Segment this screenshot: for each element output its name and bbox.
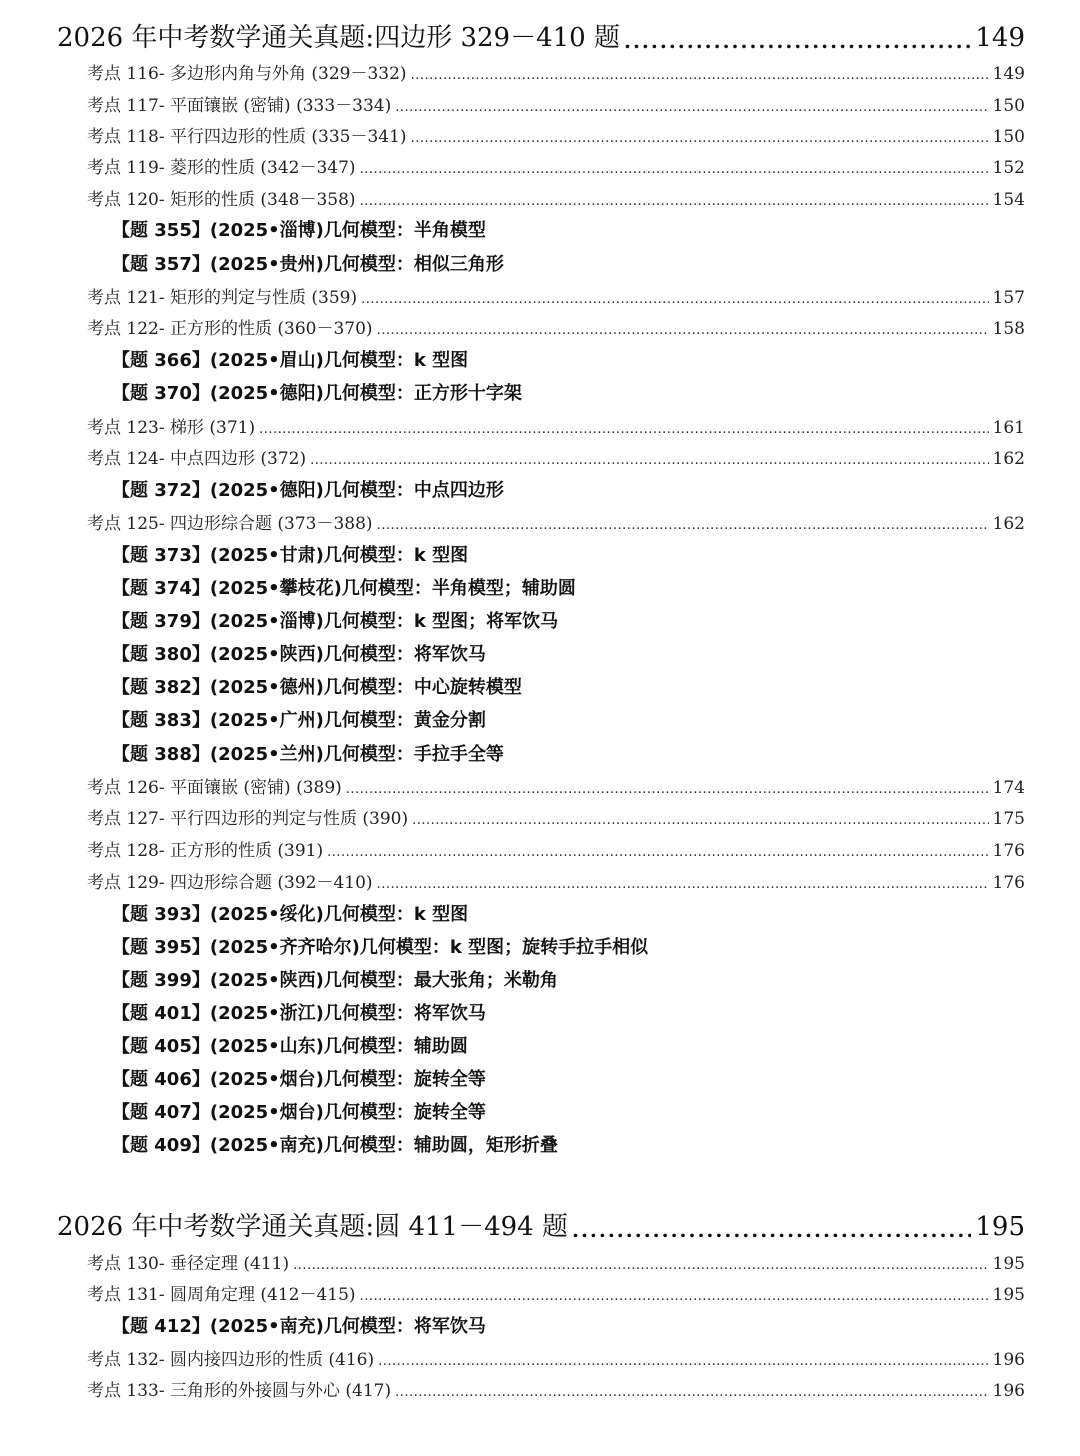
toc-section-entry[interactable] xyxy=(87,286,1025,310)
toc-question-entry xyxy=(112,381,522,407)
toc-question-entry-title: 【题 393】(2025•绥化)几何模型：k 型图 xyxy=(112,904,469,925)
dot-leader xyxy=(572,1217,971,1243)
toc-question-entry xyxy=(112,742,504,768)
toc-section-entry[interactable] xyxy=(87,1283,1025,1307)
toc-question-entry xyxy=(112,708,486,734)
dot-leader xyxy=(360,1287,989,1307)
toc-section-entry-title: 考点 117- 平面镶嵌 (密铺) (333－334) xyxy=(87,96,392,116)
toc-question-entry xyxy=(112,675,522,701)
toc-section-entry-page-number: 150 xyxy=(992,96,1025,116)
toc-section-entry-title: 考点 128- 正方形的性质 (391) xyxy=(87,841,324,861)
toc-section-entry-page-number: 195 xyxy=(992,1254,1025,1274)
toc-section-entry-title: 考点 127- 平行四边形的判定与性质 (390) xyxy=(87,809,409,829)
toc-question-entry xyxy=(112,348,468,374)
toc-section-entry[interactable] xyxy=(87,1348,1025,1372)
toc-question-entry xyxy=(112,642,486,668)
toc-section-entry[interactable] xyxy=(87,839,1025,863)
toc-section-entry-page-number: 196 xyxy=(992,1350,1025,1370)
toc-section-entry-page-number: 162 xyxy=(992,514,1025,534)
toc-question-entry-title: 【题 399】(2025•陕西)几何模型：最大张角；米勒角 xyxy=(112,970,558,991)
toc-section-entry-title: 考点 133- 三角形的外接圆与外心 (417) xyxy=(87,1381,392,1401)
toc-section-entry[interactable] xyxy=(87,871,1025,895)
toc-section-entry-page-number: 176 xyxy=(992,873,1025,893)
toc-question-entry-title: 【题 405】(2025•山东)几何模型：辅助圆 xyxy=(112,1036,468,1057)
chapter-heading-page-number: 149 xyxy=(975,23,1025,53)
toc-question-entry-title: 【题 388】(2025•兰州)几何模型：手拉手全等 xyxy=(112,744,504,765)
toc-section-entry-page-number: 176 xyxy=(992,841,1025,861)
toc-section-entry[interactable] xyxy=(87,1252,1025,1276)
toc-section-entry-page-number: 175 xyxy=(992,809,1025,829)
toc-section-entry-page-number: 149 xyxy=(992,64,1025,84)
dot-leader xyxy=(259,420,988,440)
dot-leader xyxy=(412,811,988,831)
toc-section-entry-title: 考点 116- 多边形内角与外角 (329－332) xyxy=(87,64,407,84)
toc-question-entry-title: 【题 383】(2025•广州)几何模型：黄金分割 xyxy=(112,710,486,731)
dot-leader xyxy=(395,98,988,118)
dot-leader xyxy=(377,321,989,341)
toc-question-entry-title: 【题 379】(2025•淄博)几何模型：k 型图；将军饮马 xyxy=(112,611,559,632)
toc-section-entry-title: 考点 131- 圆周角定理 (412－415) xyxy=(87,1285,356,1305)
toc-question-entry xyxy=(112,576,576,602)
toc-section-entry-page-number: 154 xyxy=(992,190,1025,210)
toc-question-entry-title: 【题 382】(2025•德州)几何模型：中心旋转模型 xyxy=(112,677,522,698)
dot-leader xyxy=(327,843,988,863)
dot-leader xyxy=(377,875,989,895)
toc-question-entry-title: 【题 372】(2025•德阳)几何模型：中点四边形 xyxy=(112,480,504,501)
toc-question-entry-title: 【题 406】(2025•烟台)几何模型：旋转全等 xyxy=(112,1069,486,1090)
dot-leader xyxy=(377,516,989,536)
toc-section-entry-page-number: 150 xyxy=(992,127,1025,147)
toc-question-entry-title: 【题 355】(2025•淄博)几何模型：半角模型 xyxy=(112,220,486,241)
toc-question-entry-title: 【题 357】(2025•贵州)几何模型：相似三角形 xyxy=(112,254,504,275)
toc-section-entry[interactable] xyxy=(87,1379,1025,1403)
toc-question-entry xyxy=(112,1001,486,1027)
toc-question-entry xyxy=(112,609,558,635)
dot-leader xyxy=(411,66,989,86)
toc-section-entry-page-number: 161 xyxy=(992,418,1025,438)
toc-section-entry[interactable] xyxy=(87,416,1025,440)
toc-section-entry-title: 考点 130- 垂径定理 (411) xyxy=(87,1254,290,1274)
toc-question-entry-title: 【题 374】(2025•攀枝花)几何模型：半角模型；辅助圆 xyxy=(112,578,576,599)
toc-question-entry-title: 【题 366】(2025•眉山)几何模型：k 型图 xyxy=(112,350,469,371)
toc-section-entry-title: 考点 125- 四边形综合题 (373－388) xyxy=(87,514,373,534)
dot-leader xyxy=(346,780,989,800)
toc-section-entry[interactable] xyxy=(87,156,1025,180)
toc-question-entry-title: 【题 370】(2025•德阳)几何模型：正方形十字架 xyxy=(112,383,522,404)
dot-leader xyxy=(378,1352,988,1372)
chapter-heading-title: 2026 年中考数学通关真题:圆 411－494 题 xyxy=(57,1212,568,1242)
toc-section-entry[interactable] xyxy=(87,776,1025,800)
toc-section-entry-page-number: 174 xyxy=(992,778,1025,798)
toc-question-entry-title: 【题 380】(2025•陕西)几何模型：将军饮马 xyxy=(112,644,486,665)
dot-leader xyxy=(411,129,989,149)
toc-question-entry-title: 【题 407】(2025•烟台)几何模型：旋转全等 xyxy=(112,1102,486,1123)
toc-question-entry-title: 【题 412】(2025•南充)几何模型：将军饮马 xyxy=(112,1316,486,1337)
dot-leader xyxy=(395,1383,988,1403)
toc-section-entry[interactable] xyxy=(87,125,1025,149)
dot-leader xyxy=(624,28,971,54)
dot-leader xyxy=(360,160,989,180)
toc-question-entry-title: 【题 395】(2025•齐齐哈尔)几何模型：k 型图；旋转手拉手相似 xyxy=(112,937,649,958)
toc-question-entry xyxy=(112,252,504,278)
toc-section-entry[interactable] xyxy=(87,188,1025,212)
toc-question-entry xyxy=(112,1133,558,1159)
toc-section-entry[interactable] xyxy=(87,447,1025,471)
chapter-heading-title: 2026 年中考数学通关真题:四边形 329－410 题 xyxy=(57,23,620,53)
toc-question-entry xyxy=(112,1100,486,1126)
toc-section-entry-title: 考点 122- 正方形的性质 (360－370) xyxy=(87,319,373,339)
dot-leader xyxy=(360,192,989,212)
toc-section-entry-page-number: 157 xyxy=(992,288,1025,308)
toc-question-entry xyxy=(112,1034,468,1060)
toc-section-entry-page-number: 162 xyxy=(992,449,1025,469)
toc-section-entry-title: 考点 124- 中点四边形 (372) xyxy=(87,449,307,469)
toc-section-entry-title: 考点 126- 平面镶嵌 (密铺) (389) xyxy=(87,778,342,798)
dot-leader xyxy=(361,290,988,310)
toc-question-entry-title: 【题 401】(2025•浙江)几何模型：将军饮马 xyxy=(112,1003,486,1024)
toc-question-entry-title: 【题 409】(2025•南充)几何模型：辅助圆，矩形折叠 xyxy=(112,1135,558,1156)
toc-section-entry-title: 考点 123- 梯形 (371) xyxy=(87,418,256,438)
dot-leader xyxy=(293,1256,988,1276)
toc-question-entry xyxy=(112,1067,486,1093)
toc-section-entry-page-number: 158 xyxy=(992,319,1025,339)
toc-question-entry xyxy=(112,968,558,994)
toc-section-entry-title: 考点 118- 平行四边形的性质 (335－341) xyxy=(87,127,407,147)
toc-question-entry-title: 【题 373】(2025•甘肃)几何模型：k 型图 xyxy=(112,545,469,566)
toc-section-entry-title: 考点 119- 菱形的性质 (342－347) xyxy=(87,158,356,178)
toc-section-entry[interactable] xyxy=(87,62,1025,86)
toc-section-entry[interactable] xyxy=(87,512,1025,536)
toc-question-entry xyxy=(112,935,648,961)
toc-section-entry-title: 考点 129- 四边形综合题 (392－410) xyxy=(87,873,373,893)
chapter-heading[interactable] xyxy=(57,1211,1025,1243)
dot-leader xyxy=(310,451,988,471)
toc-section-entry[interactable] xyxy=(87,94,1025,118)
toc-question-entry xyxy=(112,902,468,928)
toc-section-entry-title: 考点 120- 矩形的性质 (348－358) xyxy=(87,190,356,210)
toc-section-entry[interactable] xyxy=(87,317,1025,341)
toc-section-entry-page-number: 195 xyxy=(992,1285,1025,1305)
toc-question-entry xyxy=(112,218,486,244)
toc-question-entry xyxy=(112,478,504,504)
toc-section-entry-page-number: 152 xyxy=(992,158,1025,178)
toc-section-entry-title: 考点 132- 圆内接四边形的性质 (416) xyxy=(87,1350,375,1370)
chapter-heading[interactable] xyxy=(57,22,1025,54)
toc-question-entry xyxy=(112,543,468,569)
toc-section-entry[interactable] xyxy=(87,807,1025,831)
toc-question-entry xyxy=(112,1314,486,1340)
toc-section-entry-page-number: 196 xyxy=(992,1381,1025,1401)
chapter-heading-page-number: 195 xyxy=(975,1212,1025,1242)
toc-section-entry-title: 考点 121- 矩形的判定与性质 (359) xyxy=(87,288,358,308)
